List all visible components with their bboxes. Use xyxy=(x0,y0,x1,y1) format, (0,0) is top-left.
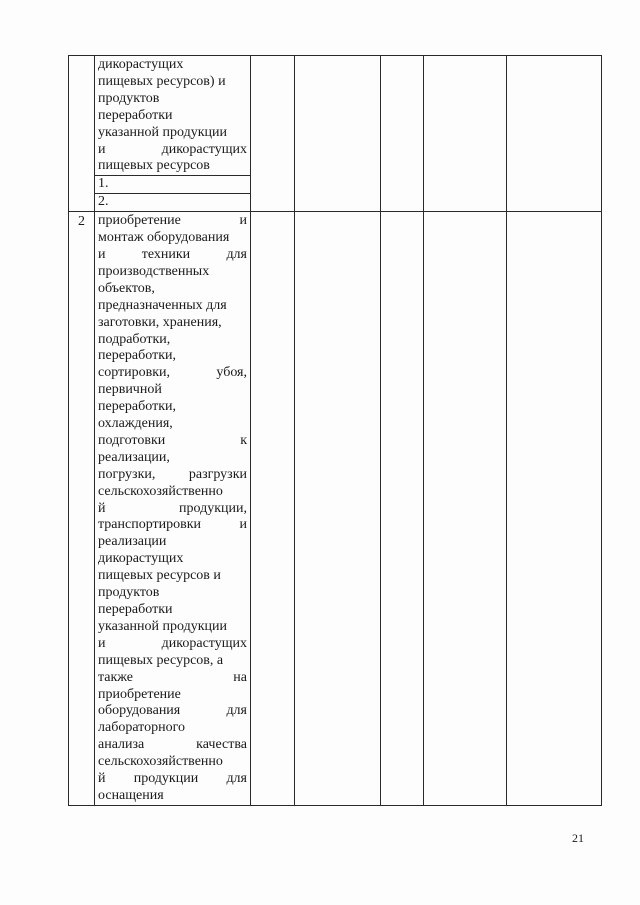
description-word: к xyxy=(240,432,247,448)
description-word: и xyxy=(98,246,106,262)
row-number-cell xyxy=(69,212,95,806)
description-line xyxy=(98,467,247,484)
description-line: пищевых ресурсов, а xyxy=(98,652,224,668)
row-description xyxy=(98,213,247,805)
subrow-1-cell xyxy=(95,176,251,194)
row-description-cell xyxy=(95,212,251,806)
description-line: заготовки, хранения, xyxy=(98,314,222,330)
description-line: подработки, xyxy=(98,331,171,347)
description-line: монтаж оборудования xyxy=(98,230,230,246)
description-word: на xyxy=(233,669,247,685)
description-word: техники xyxy=(141,246,191,262)
description-line: продуктов xyxy=(98,585,160,601)
table-cell xyxy=(381,212,424,806)
subrow-2-cell xyxy=(95,194,251,212)
description-line: реализации xyxy=(98,534,167,550)
description-line xyxy=(98,433,247,450)
row-description xyxy=(98,57,247,175)
description-word: для xyxy=(226,771,247,787)
description-word: оборудования xyxy=(98,703,181,719)
description-line: объектов, xyxy=(98,280,155,296)
description-word: погрузки, xyxy=(98,466,156,482)
table-cell xyxy=(424,56,507,212)
table-row xyxy=(69,56,602,176)
table-cell xyxy=(295,56,381,212)
description-word: качества xyxy=(196,737,247,753)
description-line: дикорастущих xyxy=(98,57,184,72)
description-line: реализации, xyxy=(98,449,170,465)
row-number: 2 xyxy=(78,214,85,230)
description-line xyxy=(98,771,247,788)
description-line: переработки, xyxy=(98,399,176,415)
description-word: продукции xyxy=(133,771,199,787)
table-cell xyxy=(295,212,381,806)
description-word: для xyxy=(226,703,247,719)
description-line: пищевых ресурсов) и xyxy=(98,73,226,89)
table-cell xyxy=(507,212,602,806)
data-table xyxy=(68,55,602,806)
description-line xyxy=(98,636,247,653)
table-row xyxy=(69,212,602,806)
subrow-2-label: 2. xyxy=(98,194,109,210)
description-word: убоя, xyxy=(216,365,247,381)
description-line: указанной продукции xyxy=(98,124,228,140)
description-word: и xyxy=(98,635,106,651)
description-line: переработки, xyxy=(98,348,176,364)
description-line xyxy=(98,213,247,230)
description-word: сортировки, xyxy=(98,365,171,381)
description-line xyxy=(98,501,247,518)
description-word: также xyxy=(98,669,134,685)
description-word: анализа xyxy=(98,737,145,753)
table-cell xyxy=(424,212,507,806)
description-word: и xyxy=(98,141,106,157)
description-line: производственных xyxy=(98,263,210,279)
description-line: оснащения xyxy=(98,787,164,803)
description-word: й xyxy=(98,500,106,516)
description-word: для xyxy=(226,246,247,262)
description-line: первичной xyxy=(98,382,162,398)
description-line: переработки xyxy=(98,602,173,617)
description-line xyxy=(98,737,247,754)
table-cell xyxy=(381,56,424,212)
description-line: дикорастущих xyxy=(98,551,184,567)
page-number: 21 xyxy=(572,831,584,845)
row-number-cell xyxy=(69,56,95,212)
description-line: продуктов xyxy=(98,90,160,106)
description-word: разгрузки xyxy=(188,466,247,482)
description-word: дикорастущих xyxy=(161,141,247,157)
description-word: и xyxy=(239,213,247,229)
description-line xyxy=(98,247,247,264)
description-line xyxy=(98,142,247,159)
description-line: переработки xyxy=(98,107,173,123)
description-word: дикорастущих xyxy=(161,635,247,651)
description-word: подготовки xyxy=(98,432,166,448)
subrow-1-label: 1. xyxy=(98,176,109,192)
description-word: й xyxy=(98,771,106,787)
description-word: продукции, xyxy=(179,500,247,516)
description-line xyxy=(98,365,247,382)
description-line xyxy=(98,670,247,687)
description-line: пищевых ресурсов xyxy=(98,158,210,174)
description-word: транспортировки xyxy=(98,517,202,533)
description-word: и xyxy=(239,517,247,533)
row-description-cell xyxy=(95,56,251,176)
description-line: лабораторного xyxy=(98,720,185,736)
description-line: сельскохозяйственно xyxy=(98,754,223,770)
table-cell xyxy=(507,56,602,212)
description-line: пищевых ресурсов и xyxy=(98,568,221,584)
description-line xyxy=(98,703,247,720)
table-cell xyxy=(251,56,295,212)
description-line: сельскохозяйственно xyxy=(98,483,223,499)
description-line: указанной продукции xyxy=(98,618,228,634)
description-line: предназначенных для xyxy=(98,297,227,313)
table-cell xyxy=(251,212,295,806)
description-line: охлаждения, xyxy=(98,416,173,432)
description-line xyxy=(98,517,247,534)
description-line: приобретение xyxy=(98,686,181,702)
description-word: приобретение xyxy=(98,213,181,229)
